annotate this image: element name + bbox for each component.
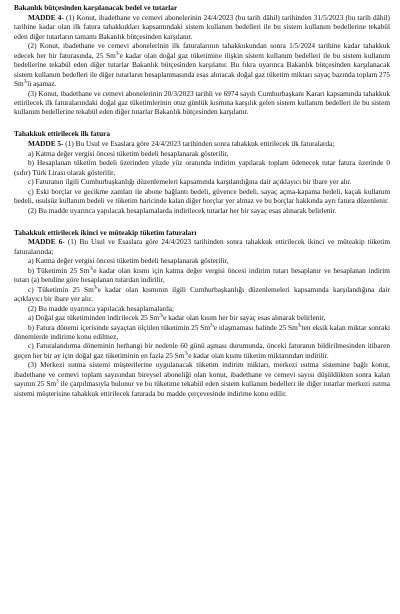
- paragraph: c) Faturalandırma döneminin herhangi bir nedenle 60 günü aşması durumunda, önceki faturanın bildirilmesinden itibaren geçen her bir ay için doğal gaz tüketiminin en fazla 25 Sm$^3$'e kadar olan kısmı tüketim miktarından indirilir.: [14, 341, 390, 360]
- paragraph: b) Tüketimin 25 Sm$^3$'e kadar olan kısmı için katma değer vergisi öncesi indirim tutarı hesaplanır ve hesaplanan indirim tutarı (a) bendine göre hesaplanan tutardan indirilir,: [14, 265, 390, 285]
- paragraph: (3) Merkezi ısıtma sistemi müşterilerine uygulanacak tüketim indirim miktarı, merkezi ısıtma sistemine bağlı konut, ibadethane ve cemevi toplam sayısından bireysel aboneliği olan konut, ibadethane ve cemevi sayısı düşüldükten sonra kalan sayının 25 Sm$^3$ ile çarpılmasıyla bulunur ve bu tüketime tekabül eden sistem kullanım bedelleri ile diğer tutarlar merkezi ısıtma sistemi müşterisine tahakkuk ettirilecek faturada bu madde çerçevesinde indirime konu edilir.: [14, 360, 390, 398]
- section-madde-6: [14, 228, 390, 399]
- paragraph: b) Hesaplanan tüketim bedeli üzerinden yüzde yüz oranında indirim yapılarak toplam ödenecek tutar fatura üzerinde 0 (sıfır) Türk Lirası olarak gösterilir,: [14, 158, 390, 177]
- paragraph: a) Katma değer vergisi öncesi tüketim bedeli hesaplanarak gösterilir,: [28, 148, 229, 158]
- paragraph: [14, 237, 390, 256]
- paragraph: (2) Bu madde uyarınca yapılacak hesaplamalarda indirilecek tutarlar her bir sayaç esas alınarak belirlenir.: [28, 205, 337, 215]
- paragraph: (2) Bu madde uyarınca yapılacak hesaplamalarda;: [28, 303, 175, 313]
- section-madde-4: [14, 3, 390, 117]
- article-label: MADDE 4-: [28, 12, 64, 22]
- paragraph: ç) Eski borçlar ve gecikme zamları ile abone bağlantı bedeli, güvence bedeli, sayaç açma-kapama bedeli, kaçak kullanım bedeli, usulsüz kullanım bedeli ve tüketim haricinde kalan diğer borçlar yer almaz ve bu borçlar hakkında ayrı fatura düzenlenir.: [14, 186, 390, 206]
- section-madde-5: [14, 129, 390, 215]
- paragraph-text: (1) Konut, ibadethane ve cemevi abonelerinin 24/4/2023 (bu tarih dâhil) tarihinden 31/5/2023 (bu tarih dâhil) tarihine kadar olan ilk fatura tahakkukları kapsamındaki sistem kullanım bedelleri ile bu sistem kullanım bedellerine tekabül eden diğer tutarların tamamı Bakanlık bütçesinden karşılanır.: [14, 12, 390, 41]
- paragraph: a) Katma değer vergisi öncesi tüketim bedeli hesaplanarak gösterilir,: [28, 256, 229, 266]
- paragraph: c) Tüketimin 25 Sm$^3$'e kadar olan kısmının ilgili Cumhurbaşkanlığı düzenlemeleri kapsamında karşılandığına dair açıklayıcı bir ibare yer alır.: [14, 284, 390, 304]
- paragraph-text: (1) Bu Usul ve Esaslara göre 24/4/2023 tarihinden sonra tahakkuk ettirilecek ilk faturalarda;: [63, 139, 335, 149]
- paragraph: b) Fatura dönemi içerisinde sayaçtan ölçülen tüketimin 25 Sm$^3$'e ulaşmaması halinde 25 Sm$^3$'ten eksik kalan miktar sonraki dönemlerde indirime konu edilmez,: [14, 322, 390, 341]
- paragraph: c) Faturanın ilgili Cumhurbaşkanlığı düzenlemeleri kapsamında karşılandığına dair açıklayıcı bir ibare yer alır.: [28, 177, 352, 187]
- paragraph: a) Doğal gaz tüketiminden indirilecek 25 Sm$^3$'e kadar olan kısım her bir sayaç esas alınarak belirlenir,: [28, 313, 326, 323]
- paragraph-text: (1) Bu Usul ve Esaslara göre 24/4/2023 tarihinden sonra tahakkuk ettirilecek ikinci ve müteakip tüketim faturalarında;: [14, 237, 391, 256]
- section-heading: Tahakkuk ettirilecek ilk fatura: [14, 129, 111, 139]
- article-label: MADDE 5-: [28, 139, 64, 149]
- paragraph: [14, 139, 390, 148]
- article-label: MADDE 6-: [28, 237, 65, 247]
- paragraph: [14, 13, 390, 41]
- section-heading: Tahakkuk ettirilecek ikinci ve müteakip tüketim faturaları: [14, 227, 197, 237]
- section-heading: Bakanlık bütçesinden karşılanacak bedel ve tutarlar: [14, 3, 178, 12]
- paragraph: (2) Konut, ibadethane ve cemevi abonelerinin ilk faturalarının tahakkukundan sonra 1/5/2024 tarihine kadar tahakkuk edecek her bir faturasında, 25 Sm$^3$'e kadar olan doğal gaz tüketimine ilişkin sistem kullanım bedelleri ile bu sistem kullanım bedellerine tekabül eden diğer tutarlar Bakanlık bütçesinden karşılanır. Bu fıkra uyarınca Bakanlık bütçesinden karşılanacak sistem kullanım bedelleri ile diğer tutarların hesaplanmasında esas alınacak doğal gaz tüketim miktarı sayaç bazında toplam 275 Sm$^3$'ü aşamaz.: [14, 41, 390, 89]
- paragraph: (3) Konut, ibadethane ve cemevi abonelerinin 20/3/2023 tarihli ve 6974 sayılı Cumhurbaşkanı Kararı kapsamında tahakkuk ettirilecek ilk faturalarındaki doğal gaz tüketimlerinin otuz günlük kısmına karşılık gelen sistem kullanım bedelleri ile bu sistem kullanım bedellerine tekabül eden diğer tutarlar Bakanlık bütçesinden karşılanır.: [14, 88, 390, 117]
